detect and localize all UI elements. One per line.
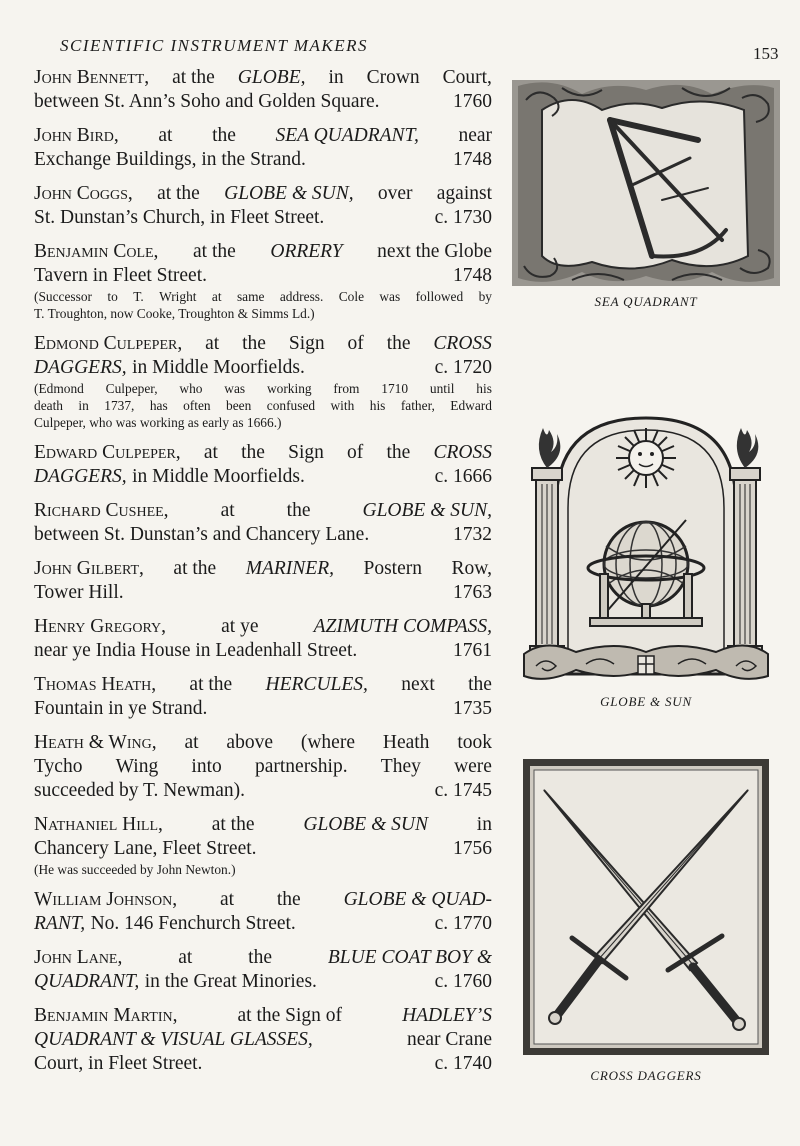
entry-line [34, 912, 492, 936]
globe-and-sun-engraving [516, 398, 776, 684]
entry-date: 1748 [453, 149, 492, 170]
entry-text: at the [189, 674, 233, 695]
entry-line [34, 557, 492, 581]
entry-line [34, 465, 492, 489]
entry-line [34, 970, 492, 994]
shop-sign: GLOBE & SUN, [224, 183, 354, 204]
maker-name: Edmond Culpeper, [34, 333, 183, 354]
entry-text: the [286, 500, 311, 521]
entry-note: death in 1737, has often been confused with his father, Edward [34, 398, 492, 413]
entry-text: Chancery Lane, Fleet Street. [34, 838, 257, 859]
entry-line [34, 639, 492, 663]
maker-name: Heath & Wing, [34, 732, 157, 753]
entry-text: at [203, 442, 218, 463]
entry-note: (Successor to T. Wright at same address. Cole was followed by [34, 289, 492, 304]
maker-entry [34, 240, 492, 322]
shop-sign: BLUE COAT BOY & [327, 947, 492, 968]
entry-text: Sign [288, 333, 325, 354]
shop-sign: GLOBE & SUN [303, 814, 428, 835]
entry-line [34, 779, 492, 803]
entry-date: c. 1720 [434, 357, 492, 378]
globe-and-sun-caption: GLOBE & SUN [600, 694, 692, 709]
entry-text: over [377, 183, 413, 204]
entry-date: c. 1770 [434, 913, 492, 934]
shop-sign: DAGGERS, [34, 466, 127, 487]
entry-text: at [184, 732, 199, 753]
shop-sign: ORRERY [270, 241, 343, 262]
maker-name: John Bennett, [34, 67, 150, 88]
entry-text: at [178, 947, 193, 968]
entry-text: the [241, 442, 265, 463]
entry-date: 1756 [453, 838, 492, 859]
entry-date: 1748 [453, 265, 492, 286]
entry-line [34, 264, 492, 288]
entry-text: took [457, 732, 492, 753]
entry-text: near [458, 125, 492, 146]
maker-entry [34, 557, 492, 605]
entry-text: Postern [363, 558, 422, 579]
shop-sign: DAGGERS, [34, 357, 127, 378]
entry-text: in [476, 814, 492, 835]
entry-text: Court, [442, 67, 492, 88]
entry-line [34, 206, 492, 230]
entry-text: St. Dunstan’s Church, in Fleet Street. [34, 207, 325, 228]
shop-sign: CROSS [433, 442, 492, 463]
entry-line [34, 673, 492, 697]
entry-text: of [347, 442, 364, 463]
entry-text: succeeded by T. Newman). [34, 780, 245, 801]
entry-text: Tavern in Fleet Street. [34, 265, 207, 286]
entry-text: at [219, 889, 235, 910]
maker-entry [34, 66, 492, 114]
maker-name: John Lane, [34, 947, 123, 968]
entry-text: next [401, 674, 435, 695]
entry-line [34, 523, 492, 547]
entry-line [34, 888, 492, 912]
entry-text: partnership. [254, 756, 348, 777]
entry-text: at ye [221, 616, 259, 637]
maker-name: Nathaniel Hill, [34, 814, 163, 835]
entry-line [34, 90, 492, 114]
entry-text: in Middle Moorfields. [132, 357, 305, 378]
entry-date: 1760 [453, 91, 492, 112]
entry-text: against [436, 183, 492, 204]
shop-sign: CROSS [433, 333, 492, 354]
sea-quadrant-figure [512, 80, 780, 309]
shop-sign: QUADRANT, [34, 971, 140, 992]
entry-text: Row, [451, 558, 492, 579]
entry-text: above [226, 732, 273, 753]
maker-entries-list [34, 66, 492, 1086]
entry-text: near ye India House in Leadenhall Street. [34, 640, 358, 661]
shop-sign: GLOBE & QUAD- [343, 889, 492, 910]
cross-daggers-caption: CROSS DAGGERS [590, 1068, 702, 1083]
entry-text: the [386, 333, 411, 354]
entry-date: c. 1666 [434, 466, 492, 487]
entry-date: 1735 [453, 698, 492, 719]
entry-note: T. Troughton, now Cooke, Troughton & Simms Ld.) [34, 306, 315, 321]
entry-line [34, 581, 492, 605]
shop-sign: SEA QUADRANT, [275, 125, 419, 146]
entry-date: c. 1745 [434, 780, 492, 801]
entry-text: the [276, 889, 301, 910]
entry-text: the [468, 674, 492, 695]
entry-text: next the Globe [377, 241, 492, 262]
entry-line [34, 66, 492, 90]
maker-name: John Coggs, [34, 183, 133, 204]
entry-text: between St. Dunstan’s and Chancery Lane. [34, 524, 370, 545]
maker-entry [34, 1004, 492, 1076]
entry-text: in Middle Moorfields. [132, 466, 305, 487]
entry-text: Tower Hill. [34, 582, 124, 603]
entry-line [34, 148, 492, 172]
entry-line [34, 837, 492, 861]
entry-text: at the [172, 67, 215, 88]
entry-text: Exchange Buildings, in the Strand. [34, 149, 306, 170]
entry-text: the [242, 333, 266, 354]
entry-line [34, 356, 492, 380]
entry-text: Court, in Fleet Street. [34, 1053, 203, 1074]
maker-entry [34, 731, 492, 803]
entry-line [34, 240, 492, 264]
cross-daggers-engraving [522, 758, 770, 1056]
shop-sign: AZIMUTH COMPASS, [313, 616, 492, 637]
shop-sign: GLOBE, [237, 67, 306, 88]
entry-line [34, 332, 492, 356]
entry-line [34, 1004, 492, 1028]
entry-text: (where [300, 732, 355, 753]
entry-date: 1763 [453, 582, 492, 603]
entry-text: at the [211, 814, 255, 835]
maker-entry [34, 615, 492, 663]
entry-date: 1761 [453, 640, 492, 661]
maker-name: Thomas Heath, [34, 674, 157, 695]
maker-entry [34, 182, 492, 230]
maker-name: Benjamin Martin, [34, 1005, 178, 1026]
maker-entry [34, 124, 492, 172]
sea-quadrant-caption: SEA QUADRANT [594, 294, 698, 309]
entry-date: 1732 [453, 524, 492, 545]
entry-line [34, 1028, 492, 1052]
entry-line [34, 946, 492, 970]
entry-text: were [454, 756, 492, 777]
entry-date: c. 1730 [434, 207, 492, 228]
maker-name: John Bird, [34, 125, 119, 146]
entry-text: at [158, 125, 173, 146]
entry-line [34, 731, 492, 755]
entry-text: at [205, 333, 220, 354]
maker-name: Henry Gregory, [34, 616, 167, 637]
entry-text: Wing [115, 756, 159, 777]
entry-text: Crown [366, 67, 420, 88]
entry-text: of [347, 333, 364, 354]
entry-note: (Edmond Culpeper, who was working from 1710 until his [34, 381, 492, 396]
shop-sign: MARINER, [245, 558, 334, 579]
entry-text: at the [193, 241, 236, 262]
entry-text: at the [173, 558, 217, 579]
entry-text: at the Sign of [237, 1005, 343, 1026]
entry-text: Tycho [34, 756, 83, 777]
entry-text: at [220, 500, 235, 521]
maker-entry [34, 888, 492, 936]
maker-name: Richard Cushee, [34, 500, 169, 521]
entry-note: (He was succeeded by John Newton.) [34, 862, 236, 877]
entry-text: into [191, 756, 222, 777]
maker-entry [34, 332, 492, 431]
entry-text: the [212, 125, 236, 146]
shop-sign: QUADRANT & VISUAL GLASSES, [34, 1029, 313, 1050]
shop-sign: HADLEY’S [402, 1005, 492, 1026]
entry-text: between St. Ann’s Soho and Golden Square. [34, 91, 380, 112]
entry-line [34, 615, 492, 639]
page-number: 153 [753, 44, 779, 63]
maker-entry [34, 441, 492, 489]
entry-text: Fountain in ye Strand. [34, 698, 208, 719]
entry-text: in [328, 67, 344, 88]
maker-entry [34, 499, 492, 547]
shop-sign: RANT, [34, 913, 86, 934]
entry-line [34, 1052, 492, 1076]
entry-line [34, 499, 492, 523]
maker-name: Edward Culpeper, [34, 442, 181, 463]
entry-text: at the [157, 183, 200, 204]
maker-name: William Johnson, [34, 889, 178, 910]
entry-text: the [248, 947, 272, 968]
maker-entry [34, 673, 492, 721]
cross-daggers-figure [522, 758, 770, 1083]
entry-line [34, 813, 492, 837]
sea-quadrant-engraving [512, 80, 780, 286]
entry-text: in the Great Minories. [144, 971, 317, 992]
entry-note: Culpeper, who was working as early as 1666.) [34, 415, 282, 430]
maker-entry [34, 813, 492, 878]
entry-text: the [386, 442, 411, 463]
entry-text: They [380, 756, 421, 777]
entry-text: near Crane [407, 1029, 492, 1050]
maker-name: John Gilbert, [34, 558, 144, 579]
entry-date: c. 1740 [434, 1053, 492, 1074]
maker-name: Benjamin Cole, [34, 241, 159, 262]
entry-text: Sign [288, 442, 324, 463]
entry-line [34, 441, 492, 465]
shop-sign: HERCULES, [265, 674, 368, 695]
entry-line [34, 124, 492, 148]
entry-text: No. 146 Fenchurch Street. [90, 913, 296, 934]
entry-line [34, 182, 492, 206]
running-title: SCIENTIFIC INSTRUMENT MAKERS [60, 36, 369, 55]
maker-entry [34, 946, 492, 994]
entry-line [34, 697, 492, 721]
shop-sign: GLOBE & SUN, [362, 500, 492, 521]
entry-line [34, 755, 492, 779]
globe-and-sun-figure [516, 398, 776, 709]
entry-text: Heath [382, 732, 430, 753]
entry-date: c. 1760 [434, 971, 492, 992]
